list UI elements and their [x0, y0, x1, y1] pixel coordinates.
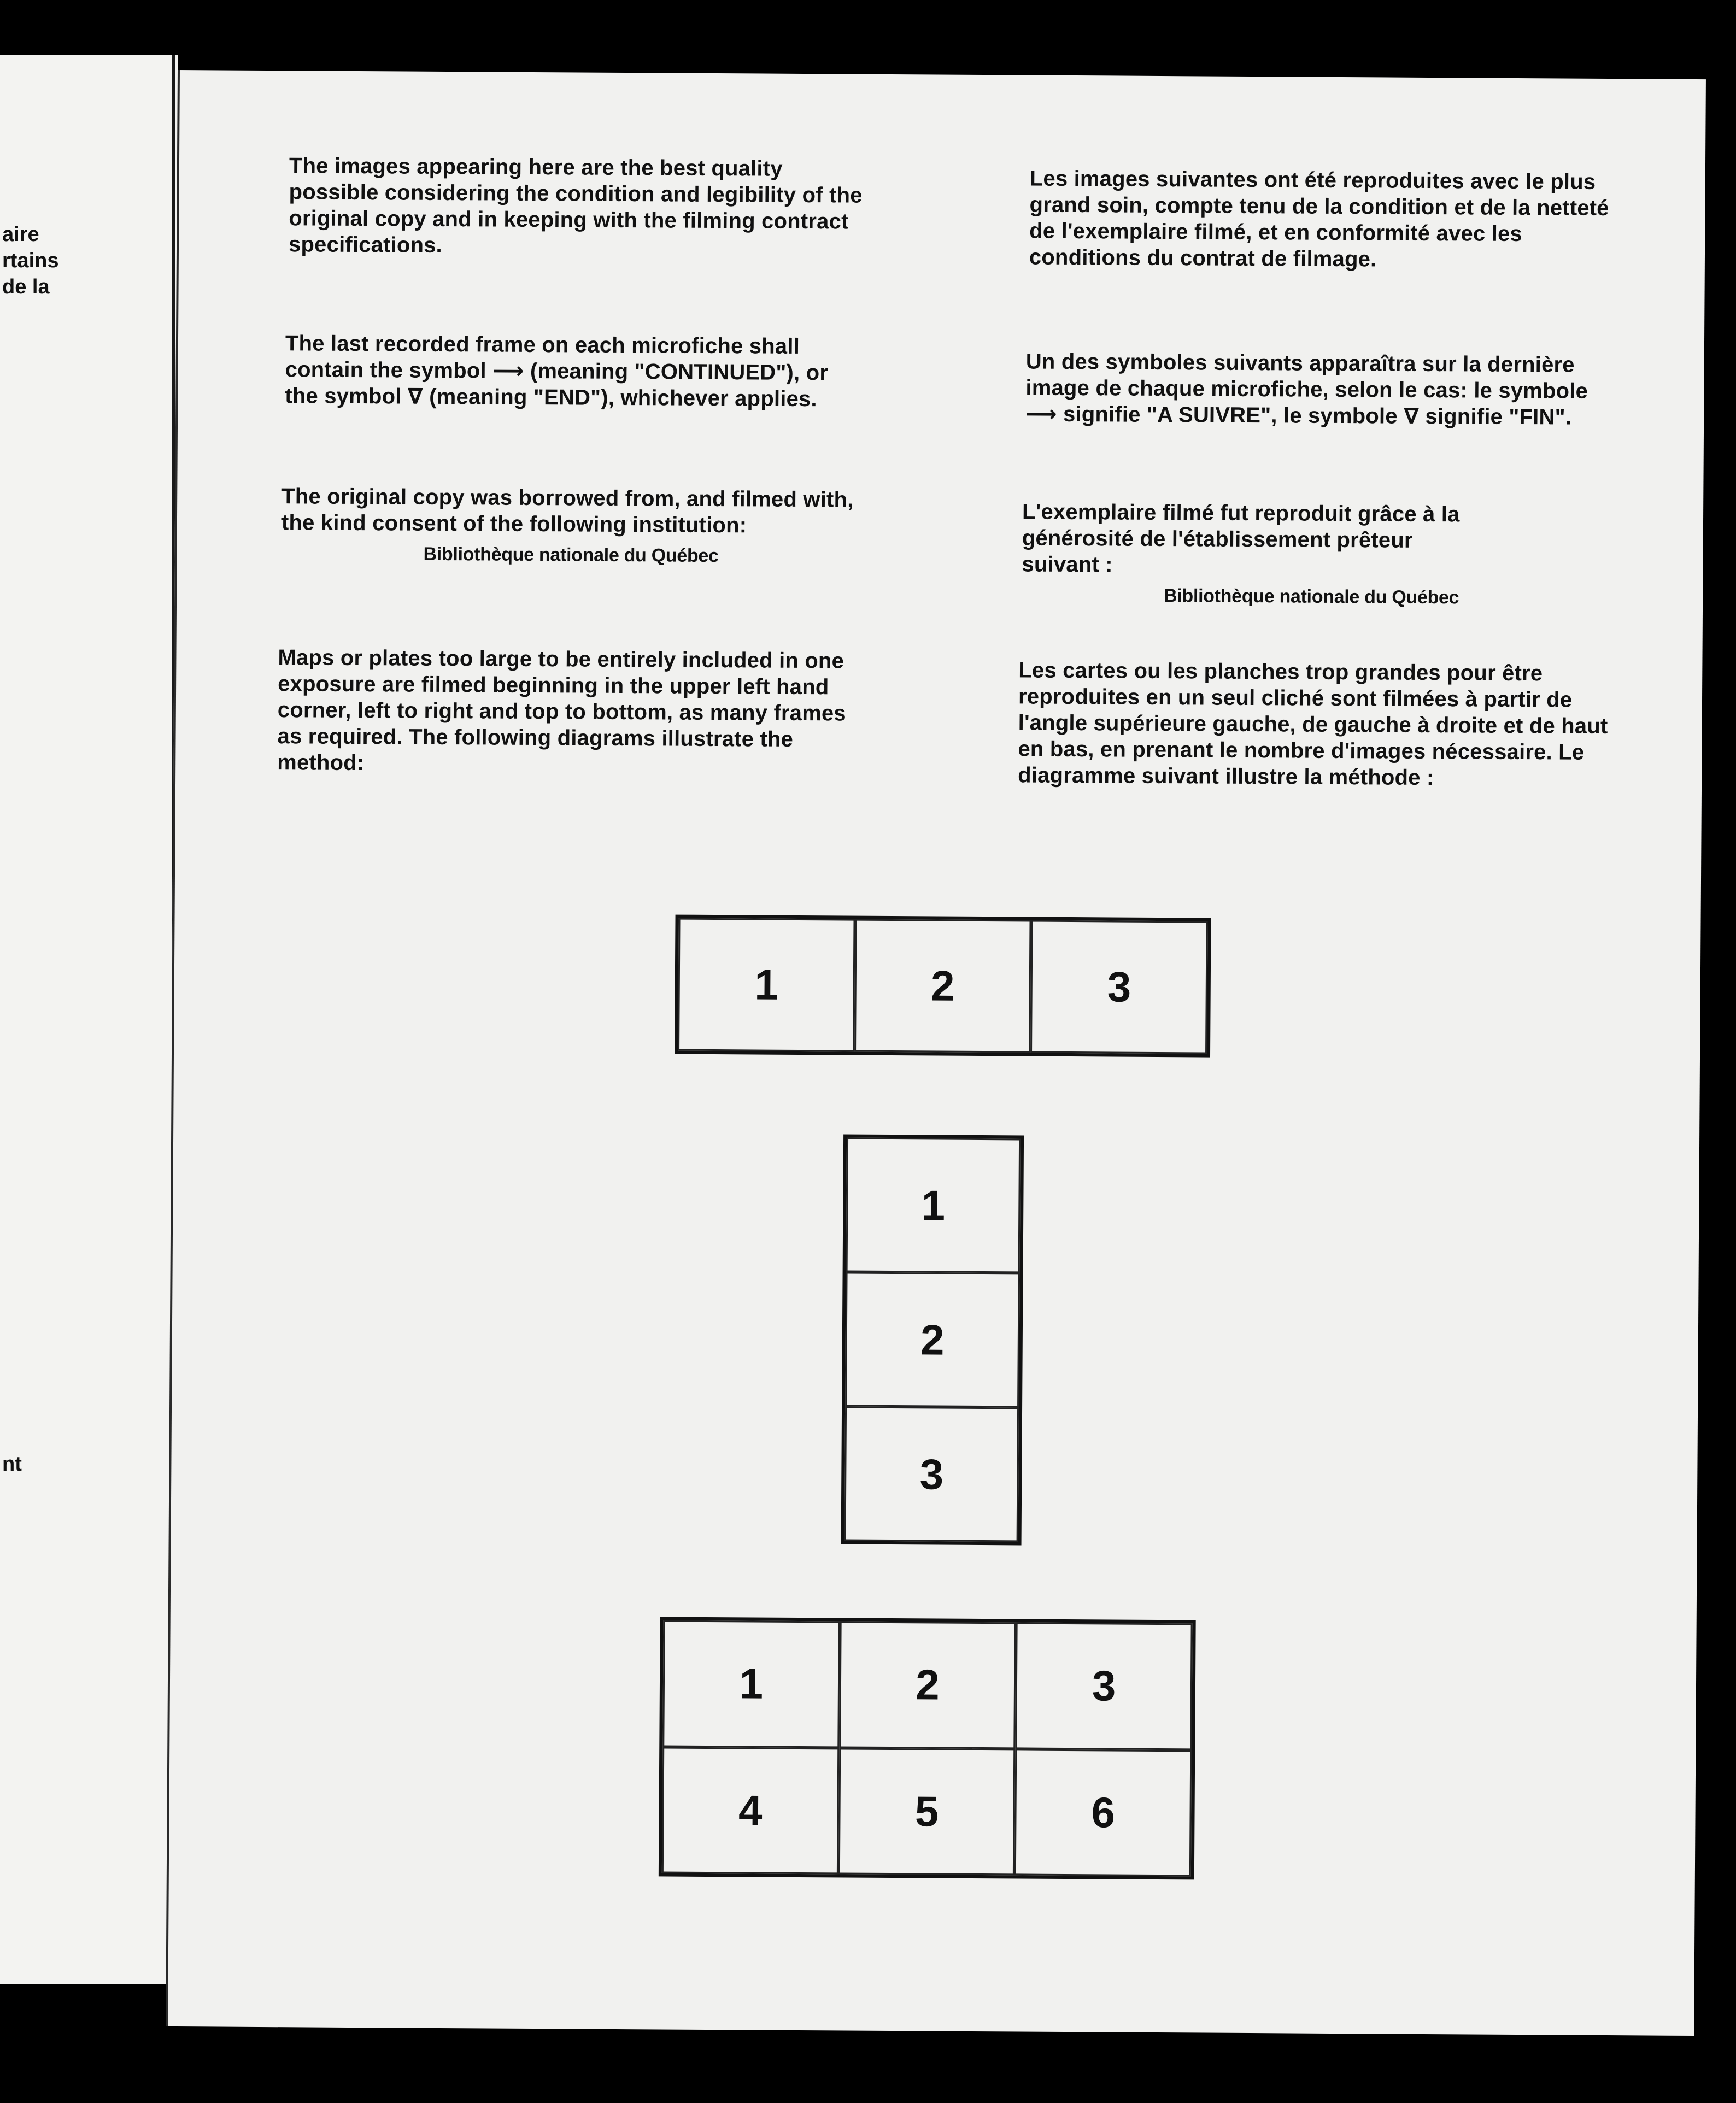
english-column [277, 644, 857, 779]
frame-cell: 4 [662, 1747, 839, 1874]
french-quality-paragraph: Les images suivantes ont été reproduites avec le plus grand soin, compte tenu de la condition et de la netteté de l'exemplaire filmé, et en conformité avec les conditions du contrat de filmage. [1029, 166, 1609, 272]
frame-cell: 1 [678, 918, 855, 1052]
french-column [1029, 166, 1615, 274]
french-institution-name: Bibliothèque nationale du Québec [1163, 585, 1459, 608]
left-fragment-text: aire [2, 223, 39, 246]
frame-cell: 5 [838, 1748, 1016, 1875]
left-fragment-text: nt [2, 1453, 22, 1476]
left-fragment-text: rtains [2, 249, 59, 272]
frame-cell: 1 [846, 1138, 1021, 1273]
french-borrowed-paragraph: L'exemplaire filmé fut reproduit grâce à la générosité de l'établissement prêteur suivant : [1022, 500, 1460, 577]
english-column [289, 152, 869, 261]
english-maps-paragraph: Maps or plates too large to be entirely included in one exposure are filmed beginning in the upper left hand corner, left to right and top to bottom, as many frames as required. The following diagrams illustrate the method: [277, 645, 846, 776]
french-maps-paragraph: Les cartes ou les planches trop grandes pour être reproduites en un seul cliché sont filmées à partir de l'angle supérieure gauche, de gauche à droite et de haut en bas, en prenant le nombre d'images nécessaire. Le diagramme suivant illustre la méthode : [1018, 658, 1608, 790]
english-column [285, 330, 865, 412]
french-column [1018, 657, 1614, 792]
target-notice-page [166, 70, 1706, 2036]
frame-cell: 3 [1030, 920, 1207, 1054]
english-borrowed-paragraph: The original copy was borrowed from, and filmed with, the kind consent of the following institution: [281, 484, 854, 538]
frame-cell: 6 [1014, 1749, 1192, 1876]
grid-diagram [659, 1617, 1196, 1879]
frame-cell: 2 [839, 1621, 1016, 1748]
french-column [1025, 348, 1616, 431]
row-diagram [675, 915, 1211, 1058]
english-institution-name: Bibliothèque nationale du Québec [423, 543, 719, 567]
column-diagram [841, 1134, 1024, 1545]
previous-page-fragment [0, 55, 178, 1984]
french-column [1022, 498, 1602, 610]
frame-cell: 3 [1016, 1622, 1193, 1749]
english-quality-paragraph: The images appearing here are the best quality possible considering the condition and legibility of the original copy and in keeping with the filming contract specifications. [288, 154, 863, 257]
frame-cell: 2 [854, 919, 1031, 1053]
english-column [281, 483, 861, 568]
french-symbol-paragraph: Un des symboles suivants apparaîtra sur la dernière image de chaque microfiche, selon le cas: le symbole ⟶ signifie "A SUIVRE", le symbole ∇ signifie "FIN". [1025, 349, 1588, 430]
frame-cell: 3 [844, 1407, 1019, 1542]
english-symbol-paragraph: The last recorded frame on each microfiche shall contain the symbol ⟶ (meaning "CONTINUED"), or the symbol ∇ (meaning "END"), whichever applies. [285, 331, 829, 412]
frame-cell: 2 [845, 1272, 1019, 1408]
left-fragment-text: de la [2, 275, 50, 298]
frame-cell: 1 [662, 1620, 840, 1747]
